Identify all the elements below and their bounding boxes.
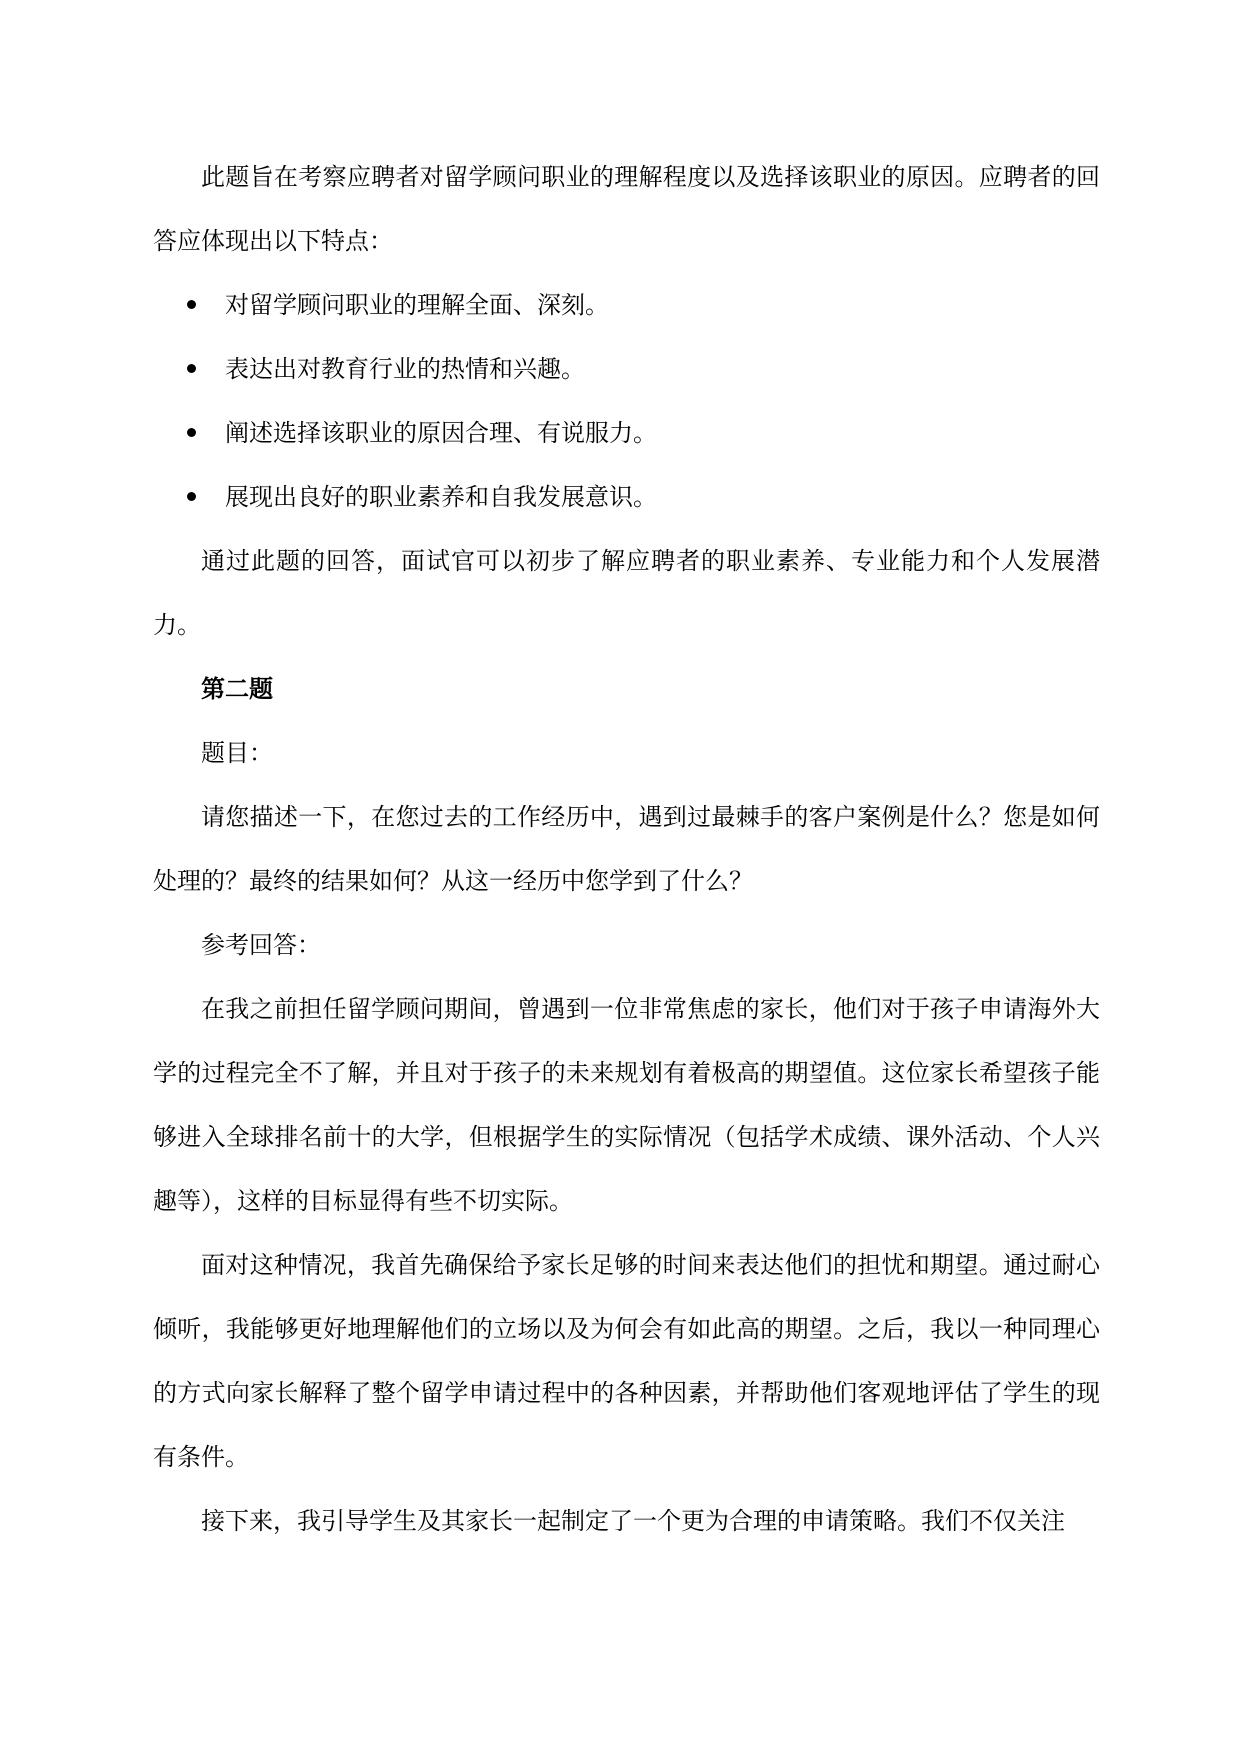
list-item-text: 表达出对教育行业的热情和兴趣。: [225, 355, 585, 383]
intro-paragraph: 此题旨在考察应聘者对留学顾问职业的理解程度以及选择该职业的原因。应聘者的回答应体现出以下特点：: [153, 163, 1100, 255]
criteria-list: [153, 273, 1100, 529]
list-item: [153, 273, 1100, 337]
list-item-text: 阐述选择该职业的原因合理、有说服力。: [225, 419, 657, 447]
list-item: [153, 465, 1100, 529]
bullet-icon: [187, 364, 196, 373]
question-text: 请您描述一下，在您过去的工作经历中，遇到过最棘手的客户案例是什么？您是如何处理的？最终的结果如何？从这一经历中您学到了什么？: [153, 803, 1100, 895]
question-label: 题目：: [201, 739, 273, 767]
answer-paragraph: 在我之前担任留学顾问期间，曾遇到一位非常焦虑的家长，他们对于孩子申请海外大学的过程完全不了解，并且对于孩子的未来规划有着极高的期望值。这位家长希望孩子能够进入全球排名前十的大学，但根据学生的实际情况（包括学术成绩、课外活动、个人兴趣等），这样的目标显得有些不切实际。: [153, 995, 1100, 1215]
answer-label: 参考回答：: [201, 931, 321, 959]
answer-paragraph: 面对这种情况，我首先确保给予家长足够的时间来表达他们的担忧和期望。通过耐心倾听，我能够更好地理解他们的立场以及为何会有如此高的期望。之后，我以一种同理心的方式向家长解释了整个留学申请过程中的各种因素，并帮助他们客观地评估了学生的现有条件。: [153, 1251, 1100, 1471]
bullet-icon: [187, 492, 196, 501]
list-item-text: 展现出良好的职业素养和自我发展意识。: [225, 483, 657, 511]
bullet-icon: [187, 300, 196, 309]
answer-paragraph: 接下来，我引导学生及其家长一起制定了一个更为合理的申请策略。我们不仅关注: [201, 1507, 1065, 1535]
list-item: [153, 337, 1100, 401]
list-item: [153, 401, 1100, 465]
document-body: [153, 145, 1100, 1553]
bullet-icon: [187, 428, 196, 437]
summary-paragraph: 通过此题的回答，面试官可以初步了解应聘者的职业素养、专业能力和个人发展潜力。: [153, 547, 1100, 639]
section-heading: 第二题: [201, 675, 273, 703]
list-item-text: 对留学顾问职业的理解全面、深刻。: [225, 291, 609, 319]
